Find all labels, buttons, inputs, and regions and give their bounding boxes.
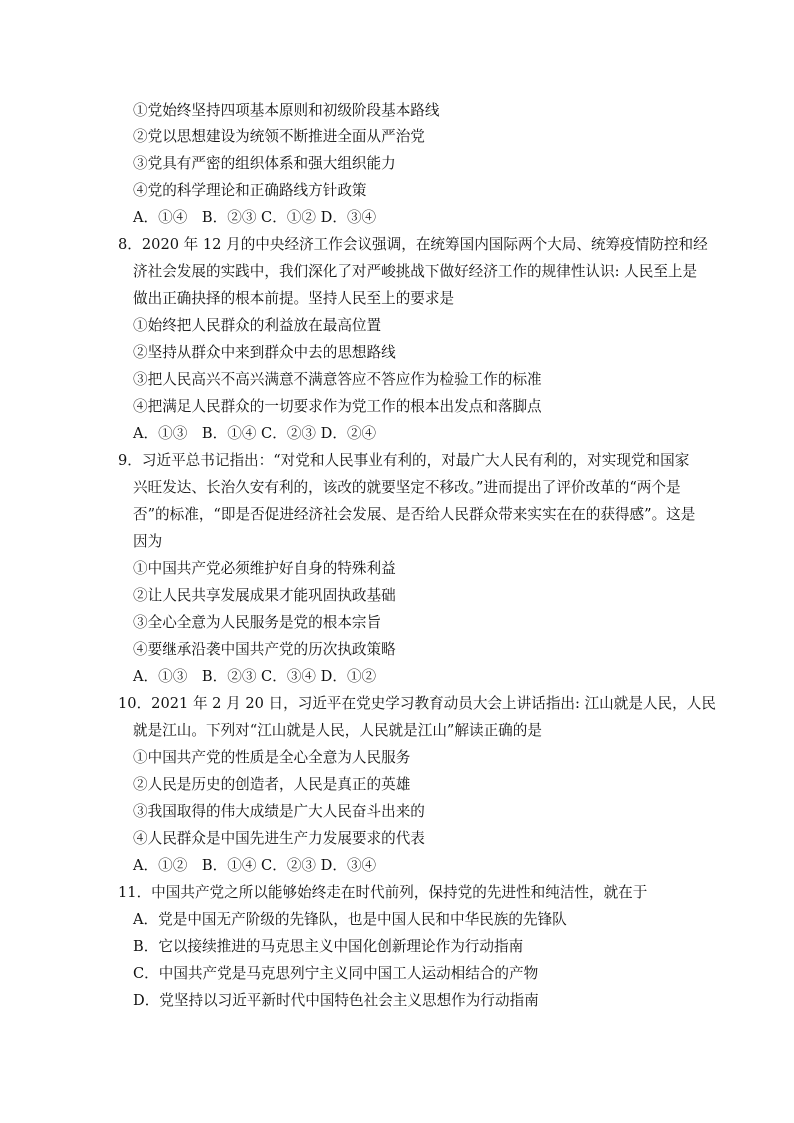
q11-stem: 11．中国共产党之所以能够始终走在时代前列，保持党的先进性和纯洁性，就在于: [118, 884, 648, 901]
q11-choice-d: D．党坚持以习近平新时代中国特色社会主义思想作为行动指南: [133, 992, 539, 1009]
q10-option-1: ①中国共产党的性质是全心全意为人民服务: [133, 749, 411, 766]
q7-answer-choices: A．①④ B．②③ C．①② D．③④: [133, 209, 377, 226]
q10-answer-choices: A．①② B．①④ C．②③ D．③④: [133, 857, 377, 874]
q9-option-1: ①中国共产党必须维护好自身的特殊利益: [133, 560, 396, 577]
q11-choice-c: C．中国共产党是马克思列宁主义同中国工人运动相结合的产物: [133, 965, 539, 982]
q10-stem-line-1: 10．2021 年 2 月 20 日，习近平在党史学习教育动员大会上讲话指出: 江山就是人民，人民: [118, 695, 716, 712]
q10-stem-line-2: 就是江山。下列对“江山就是人民，人民就是江山”解读正确的是: [133, 722, 542, 739]
q9-stem-line-3: 否”的标准，“即是否促进经济社会发展、是否给人民群众带来实实在在的获得感”。这是: [133, 506, 696, 523]
q9-option-3: ③全心全意为人民服务是党的根本宗旨: [133, 614, 382, 631]
q9-answer-choices: A．①③ B．②③ C．③④ D．①②: [133, 668, 377, 685]
q8-option-4: ④把满足人民群众的一切要求作为党工作的根本出发点和落脚点: [133, 398, 542, 415]
q11-choice-a: A．党是中国无产阶级的先锋队，也是中国人民和中华民族的先锋队: [133, 911, 567, 928]
q9-stem-line-4: 因为: [133, 533, 163, 550]
q8-stem-line-3: 做出正确抉择的根本前提。坚持人民至上的要求是: [133, 290, 455, 307]
q7-option-3: ③党具有严密的组织体系和强大组织能力: [133, 155, 396, 172]
q8-answer-choices: A．①③ B．①④ C．②③ D．②④: [133, 425, 377, 442]
q8-option-2: ②坚持从群众中来到群众中去的思想路线: [133, 344, 396, 361]
q8-stem-line-2: 济社会发展的实践中，我们深化了对严峻挑战下做好经济工作的规律性认识: 人民至上是: [133, 263, 698, 280]
q8-stem-line-1: 8．2020 年 12 月的中央经济工作会议强调，在统筹国内国际两个大局、统筹疫情防控和经: [118, 236, 708, 253]
q9-option-4: ④要继承沿袭中国共产党的历次执政策略: [133, 641, 396, 658]
q9-option-2: ②让人民共享发展成果才能巩固执政基础: [133, 587, 396, 604]
q7-option-4: ④党的科学理论和正确路线方针政策: [133, 182, 367, 199]
q10-option-3: ③我国取得的伟大成绩是广大人民奋斗出来的: [133, 803, 425, 820]
q7-option-1: ①党始终坚持四项基本原则和初级阶段基本路线: [133, 102, 440, 119]
q8-option-1: ①始终把人民群众的利益放在最高位置: [133, 317, 382, 334]
q10-option-2: ②人民是历史的创造者，人民是真正的英雄: [133, 776, 411, 793]
q7-option-2: ②党以思想建设为统领不断推进全面从严治党: [133, 128, 425, 145]
q11-choice-b: B．它以接续推进的马克思主义中国化创新理论作为行动指南: [133, 938, 524, 955]
q8-option-3: ③把人民高兴不高兴满意不满意答应不答应作为检验工作的标准: [133, 371, 542, 388]
q9-stem-line-1: 9．习近平总书记指出：“对党和人民事业有利的，对最广大人民有利的，对实现党和国家: [118, 452, 690, 469]
q10-option-4: ④人民群众是中国先进生产力发展要求的代表: [133, 830, 425, 847]
q9-stem-line-2: 兴旺发达、长治久安有利的，该改的就要坚定不移改。”进而提出了评价改革的“两个是: [133, 479, 681, 496]
